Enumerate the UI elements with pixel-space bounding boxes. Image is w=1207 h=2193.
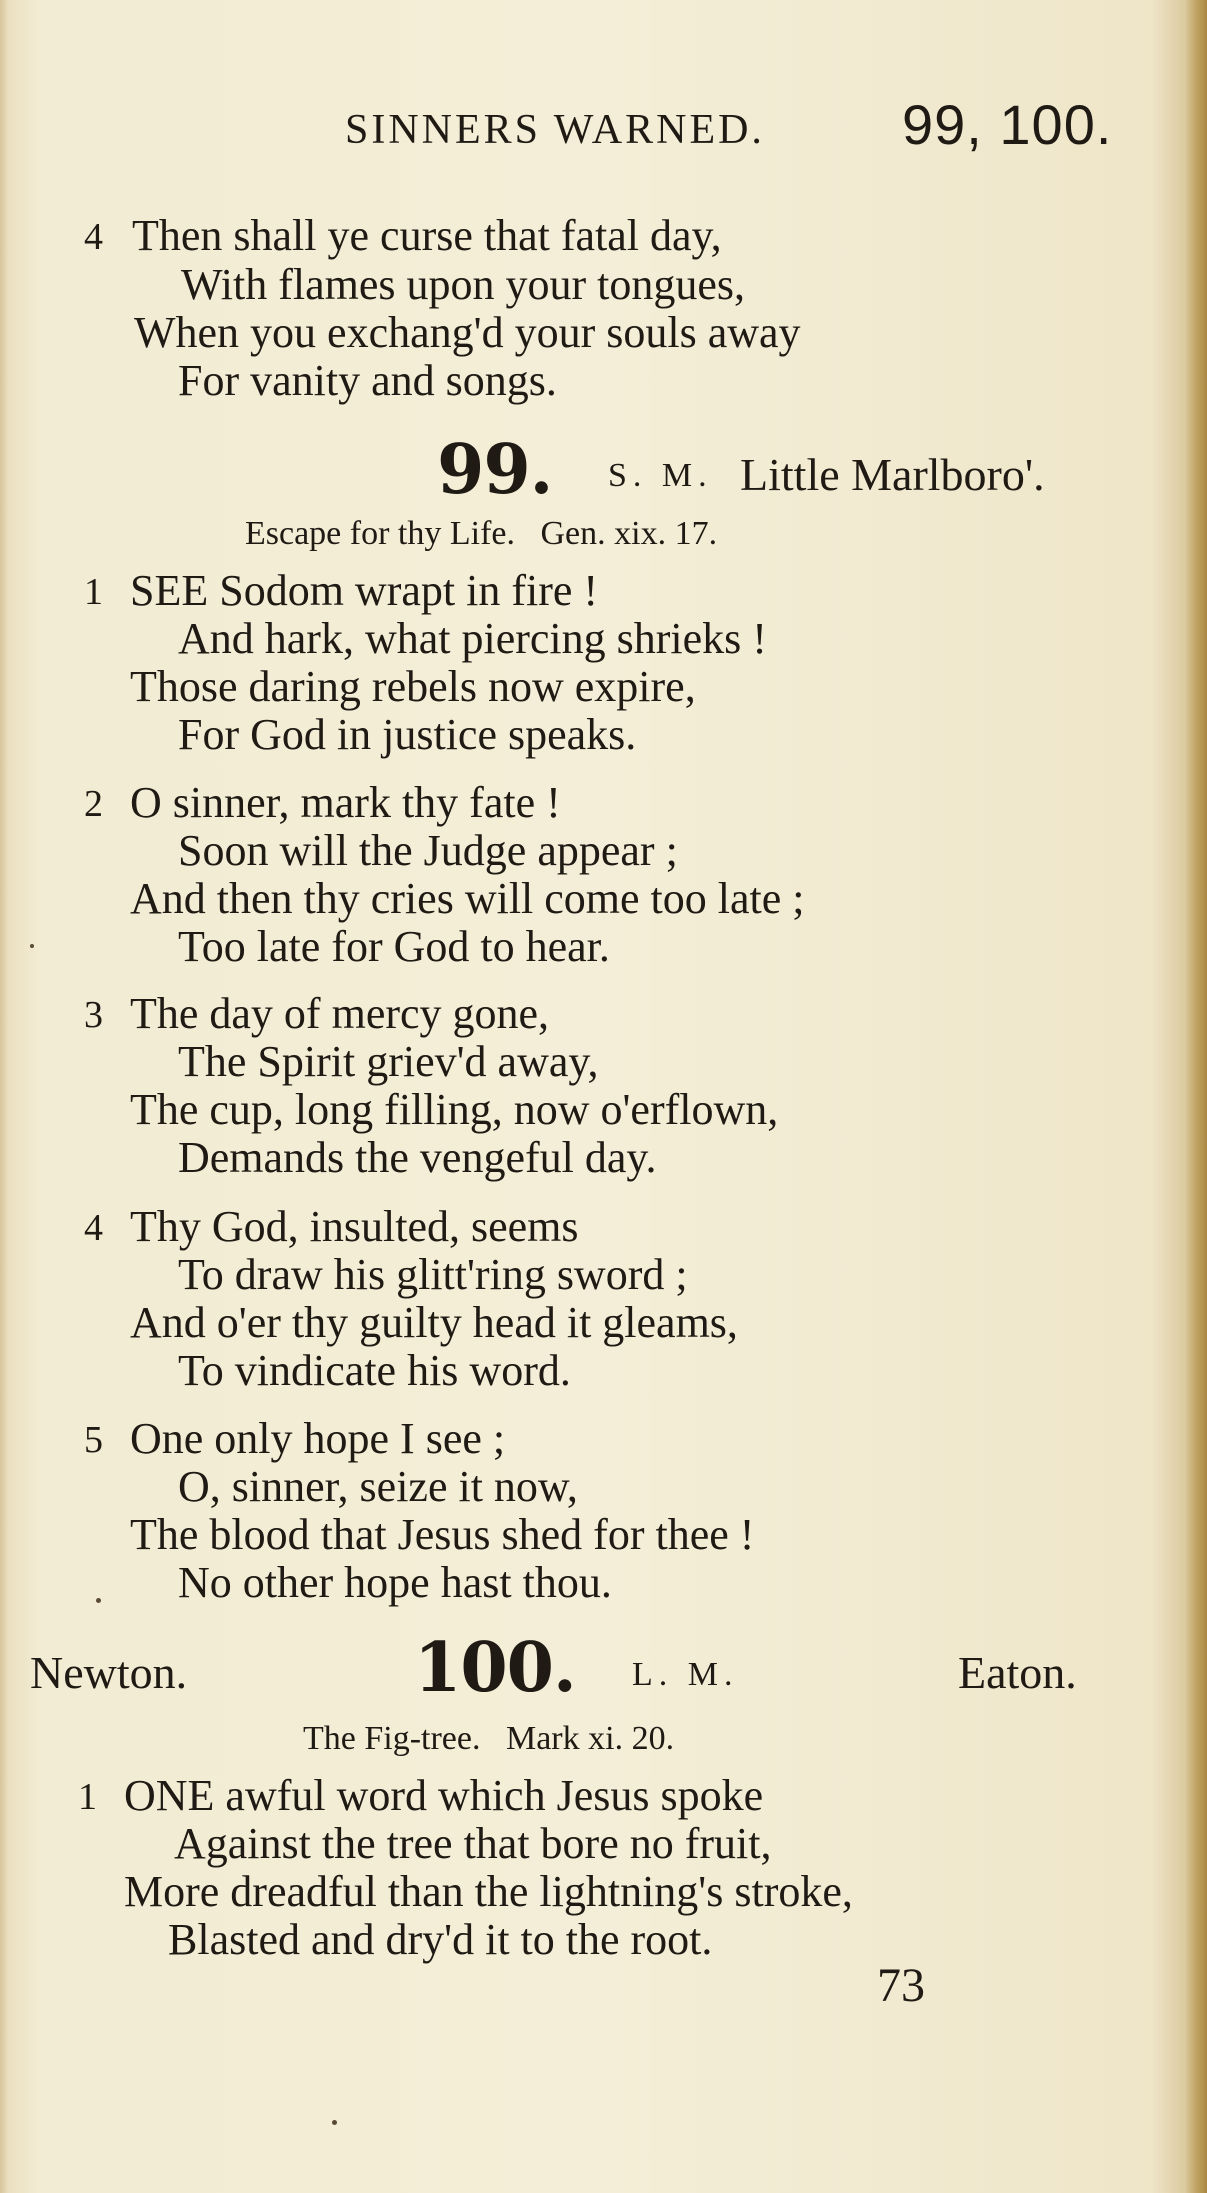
running-head <box>0 92 1207 162</box>
verse-number: 1 <box>78 1776 97 1818</box>
verse-line: One only hope I see ; <box>130 1414 506 1463</box>
verse-number: 4 <box>84 1207 103 1249</box>
verse-number: 5 <box>84 1419 103 1461</box>
verse-line: Blasted and dry'd it to the root. <box>168 1915 713 1964</box>
hymn-subtitle: Escape for thy Life. Gen. xix. 17. <box>245 515 718 552</box>
verse-line: O sinner, mark thy fate ! <box>130 778 561 827</box>
page-edge-right <box>1185 0 1207 2193</box>
verse-line: O, sinner, seize it now, <box>178 1462 578 1511</box>
verse-line: Then shall ye curse that fatal day, <box>132 211 722 260</box>
verse-number: 2 <box>84 783 103 825</box>
verse-line: For God in justice speaks. <box>178 710 637 759</box>
hymn-number: 99. <box>437 430 553 510</box>
verse-number: 4 <box>84 216 103 258</box>
verse-line: To draw his glitt'ring sword ; <box>178 1250 688 1299</box>
verse-line: Soon will the Judge appear ; <box>178 826 678 875</box>
verse-line: For vanity and songs. <box>178 356 557 405</box>
verse-line: With flames upon your tongues, <box>181 260 746 309</box>
paper-speck <box>96 1598 101 1603</box>
verse-line: Those daring rebels now expire, <box>130 662 696 711</box>
hymn-meter: L. M. <box>632 1656 739 1693</box>
verse-line: And o'er thy guilty head it gleams, <box>130 1298 738 1347</box>
running-head-hymn-numbers: 99, 100. <box>902 93 1113 156</box>
verse-line: The Spirit griev'd away, <box>178 1037 599 1086</box>
verse-line: Against the tree that bore no fruit, <box>174 1819 772 1868</box>
verse-line: Demands the vengeful day. <box>178 1133 657 1182</box>
verse-line: And hark, what piercing shrieks ! <box>178 614 767 663</box>
verse-line: When you exchang'd your souls away <box>134 308 801 357</box>
verse-line: The cup, long filling, now o'erflown, <box>130 1085 779 1134</box>
verse-line: The day of mercy gone, <box>130 989 550 1038</box>
hymn-number: 100. <box>414 1628 576 1708</box>
verse-line: Too late for God to hear. <box>178 922 610 971</box>
verse-line: And then thy cries will come too late ; <box>130 874 805 923</box>
hymn-subtitle: The Fig-tree. Mark xi. 20. <box>303 1720 675 1757</box>
page-edge-left <box>0 0 8 2193</box>
verse-line: SEE Sodom wrapt in fire ! <box>130 566 599 615</box>
tune-name-right: Eaton. <box>958 1647 1077 1698</box>
page-number: 73 <box>877 1959 925 2012</box>
verse-line: The blood that Jesus shed for thee ! <box>130 1510 755 1559</box>
verse-line: ONE awful word which Jesus spoke <box>124 1771 764 1820</box>
verse-number: 3 <box>84 994 103 1036</box>
verse-line: To vindicate his word. <box>178 1346 571 1395</box>
verse-line: Thy God, insulted, seems <box>130 1202 579 1251</box>
paper-speck <box>332 2120 337 2125</box>
hymn-meter: S. M. <box>608 457 713 494</box>
tune-name-left: Newton. <box>30 1647 188 1698</box>
verse-line: No other hope hast thou. <box>178 1558 612 1607</box>
verse-number: 1 <box>84 571 103 613</box>
running-head-title: SINNERS WARNED. <box>345 107 765 153</box>
verse-line: More dreadful than the lightning's stroke, <box>124 1867 853 1916</box>
paper-speck <box>30 944 34 948</box>
tune-name: Little Marlboro'. <box>740 449 1045 500</box>
